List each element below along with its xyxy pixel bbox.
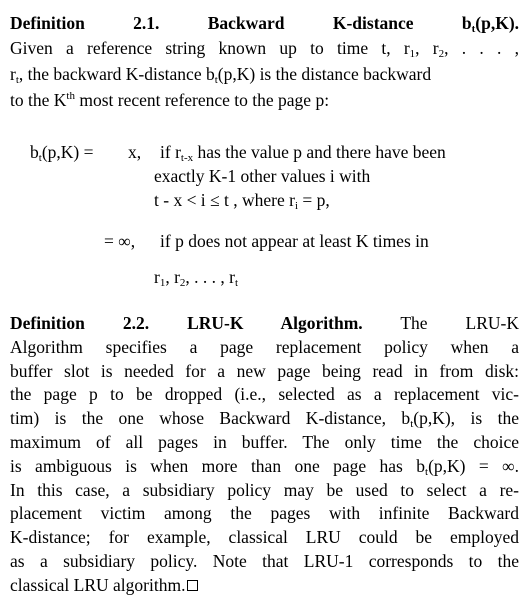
sup: th xyxy=(66,90,75,103)
sub: t xyxy=(234,277,239,289)
definition-notation xyxy=(462,13,519,33)
sub: t-x xyxy=(180,152,194,164)
text: , . . . , xyxy=(444,38,520,58)
notation-args: (p,K). xyxy=(475,13,520,33)
sub: t xyxy=(214,74,218,86)
sub: 2 xyxy=(179,277,186,289)
text: , . . . , r xyxy=(185,267,235,287)
definition-label: Definition 2.1. xyxy=(10,13,160,33)
text: = p, xyxy=(298,190,330,210)
def21-line-1 xyxy=(10,37,519,59)
qed-box-icon xyxy=(187,580,198,591)
def22-line-2: Algorithm specifies a page replacement policy when a xyxy=(10,337,519,357)
text: to the K xyxy=(10,90,67,110)
definition-2-2-heading xyxy=(10,312,519,334)
sub: 1 xyxy=(159,277,166,289)
text: r xyxy=(154,267,160,287)
formula-inf-value: = ∞, xyxy=(104,231,136,251)
lhs-main: b xyxy=(30,142,39,162)
formula-lhs xyxy=(30,141,93,163)
def22-line-5 xyxy=(10,407,519,429)
sub: t xyxy=(410,418,414,430)
sub: 2 xyxy=(438,48,445,60)
notation-main: b xyxy=(461,13,472,33)
def22-line-7 xyxy=(10,455,519,477)
def22-line-8: In this case, a subsidiary policy may be used to select a re- xyxy=(10,480,519,500)
text: classical LRU algorithm. xyxy=(10,575,186,595)
def22-line-6: maximum of all pages in buffer. The only time the choice xyxy=(10,432,519,452)
text: , r xyxy=(415,38,439,58)
def21-line-2 xyxy=(10,63,519,85)
text: has the value p and there have been xyxy=(193,142,446,162)
def21-line-3 xyxy=(10,89,519,111)
text: The LRU-K xyxy=(400,313,519,333)
definition-title: Backward K-distance xyxy=(207,13,414,33)
formula-case-2-line-2 xyxy=(154,266,238,288)
text: , the backward K-distance b xyxy=(18,64,215,84)
text: (p,K) = ∞. xyxy=(428,456,519,476)
def22-line-12 xyxy=(10,574,519,596)
definition-title: LRU-K Algorithm. xyxy=(187,313,363,333)
formula-case-2-line-1: if p does not appear at least K times in xyxy=(160,231,429,251)
sub: i xyxy=(294,200,299,212)
def22-line-3: buffer slot is needed for a new page being read in from disk: xyxy=(10,361,519,381)
text: most recent reference to the page p: xyxy=(74,90,330,110)
text: r xyxy=(10,64,16,84)
formula-case-1-line-2: exactly K-1 other values i with xyxy=(154,166,371,186)
text: (p,K) is the distance backward xyxy=(217,64,432,84)
sub: t xyxy=(425,466,429,478)
text: (p,K), is the xyxy=(413,408,519,428)
text: tim) is the one whose Backward K-distance, b xyxy=(10,408,411,428)
def22-line-10: K-distance; for example, classical LRU could be employed xyxy=(10,527,519,547)
def22-line-11: as a subsidiary policy. Note that LRU-1 corresponds to the xyxy=(10,551,519,571)
text: if r xyxy=(160,142,181,162)
notation-sub: t xyxy=(471,23,476,35)
formula-case-1-line-3 xyxy=(154,189,330,211)
text: , r xyxy=(165,267,180,287)
formula-x-value: x, xyxy=(128,142,142,162)
def22-line-9: placement victim among the pages with infinite Backward xyxy=(10,503,519,523)
text: Given a reference string known up to time t, r xyxy=(10,38,410,58)
sub: t xyxy=(15,74,19,86)
text: t - x < i ≤ t , where r xyxy=(154,190,295,210)
sub: 1 xyxy=(409,48,416,60)
lhs-sub: t xyxy=(38,152,42,164)
definition-label: Definition 2.2. xyxy=(10,313,150,333)
formula-case-1-line-1 xyxy=(160,141,446,163)
definition-2-1-heading xyxy=(10,12,519,34)
text: is ambiguous is when more than one page has b xyxy=(10,456,426,476)
lhs-args: (p,K) = xyxy=(41,142,94,162)
def22-line-4: the page p to be dropped (i.e., selected as a replacement vic- xyxy=(10,384,519,404)
